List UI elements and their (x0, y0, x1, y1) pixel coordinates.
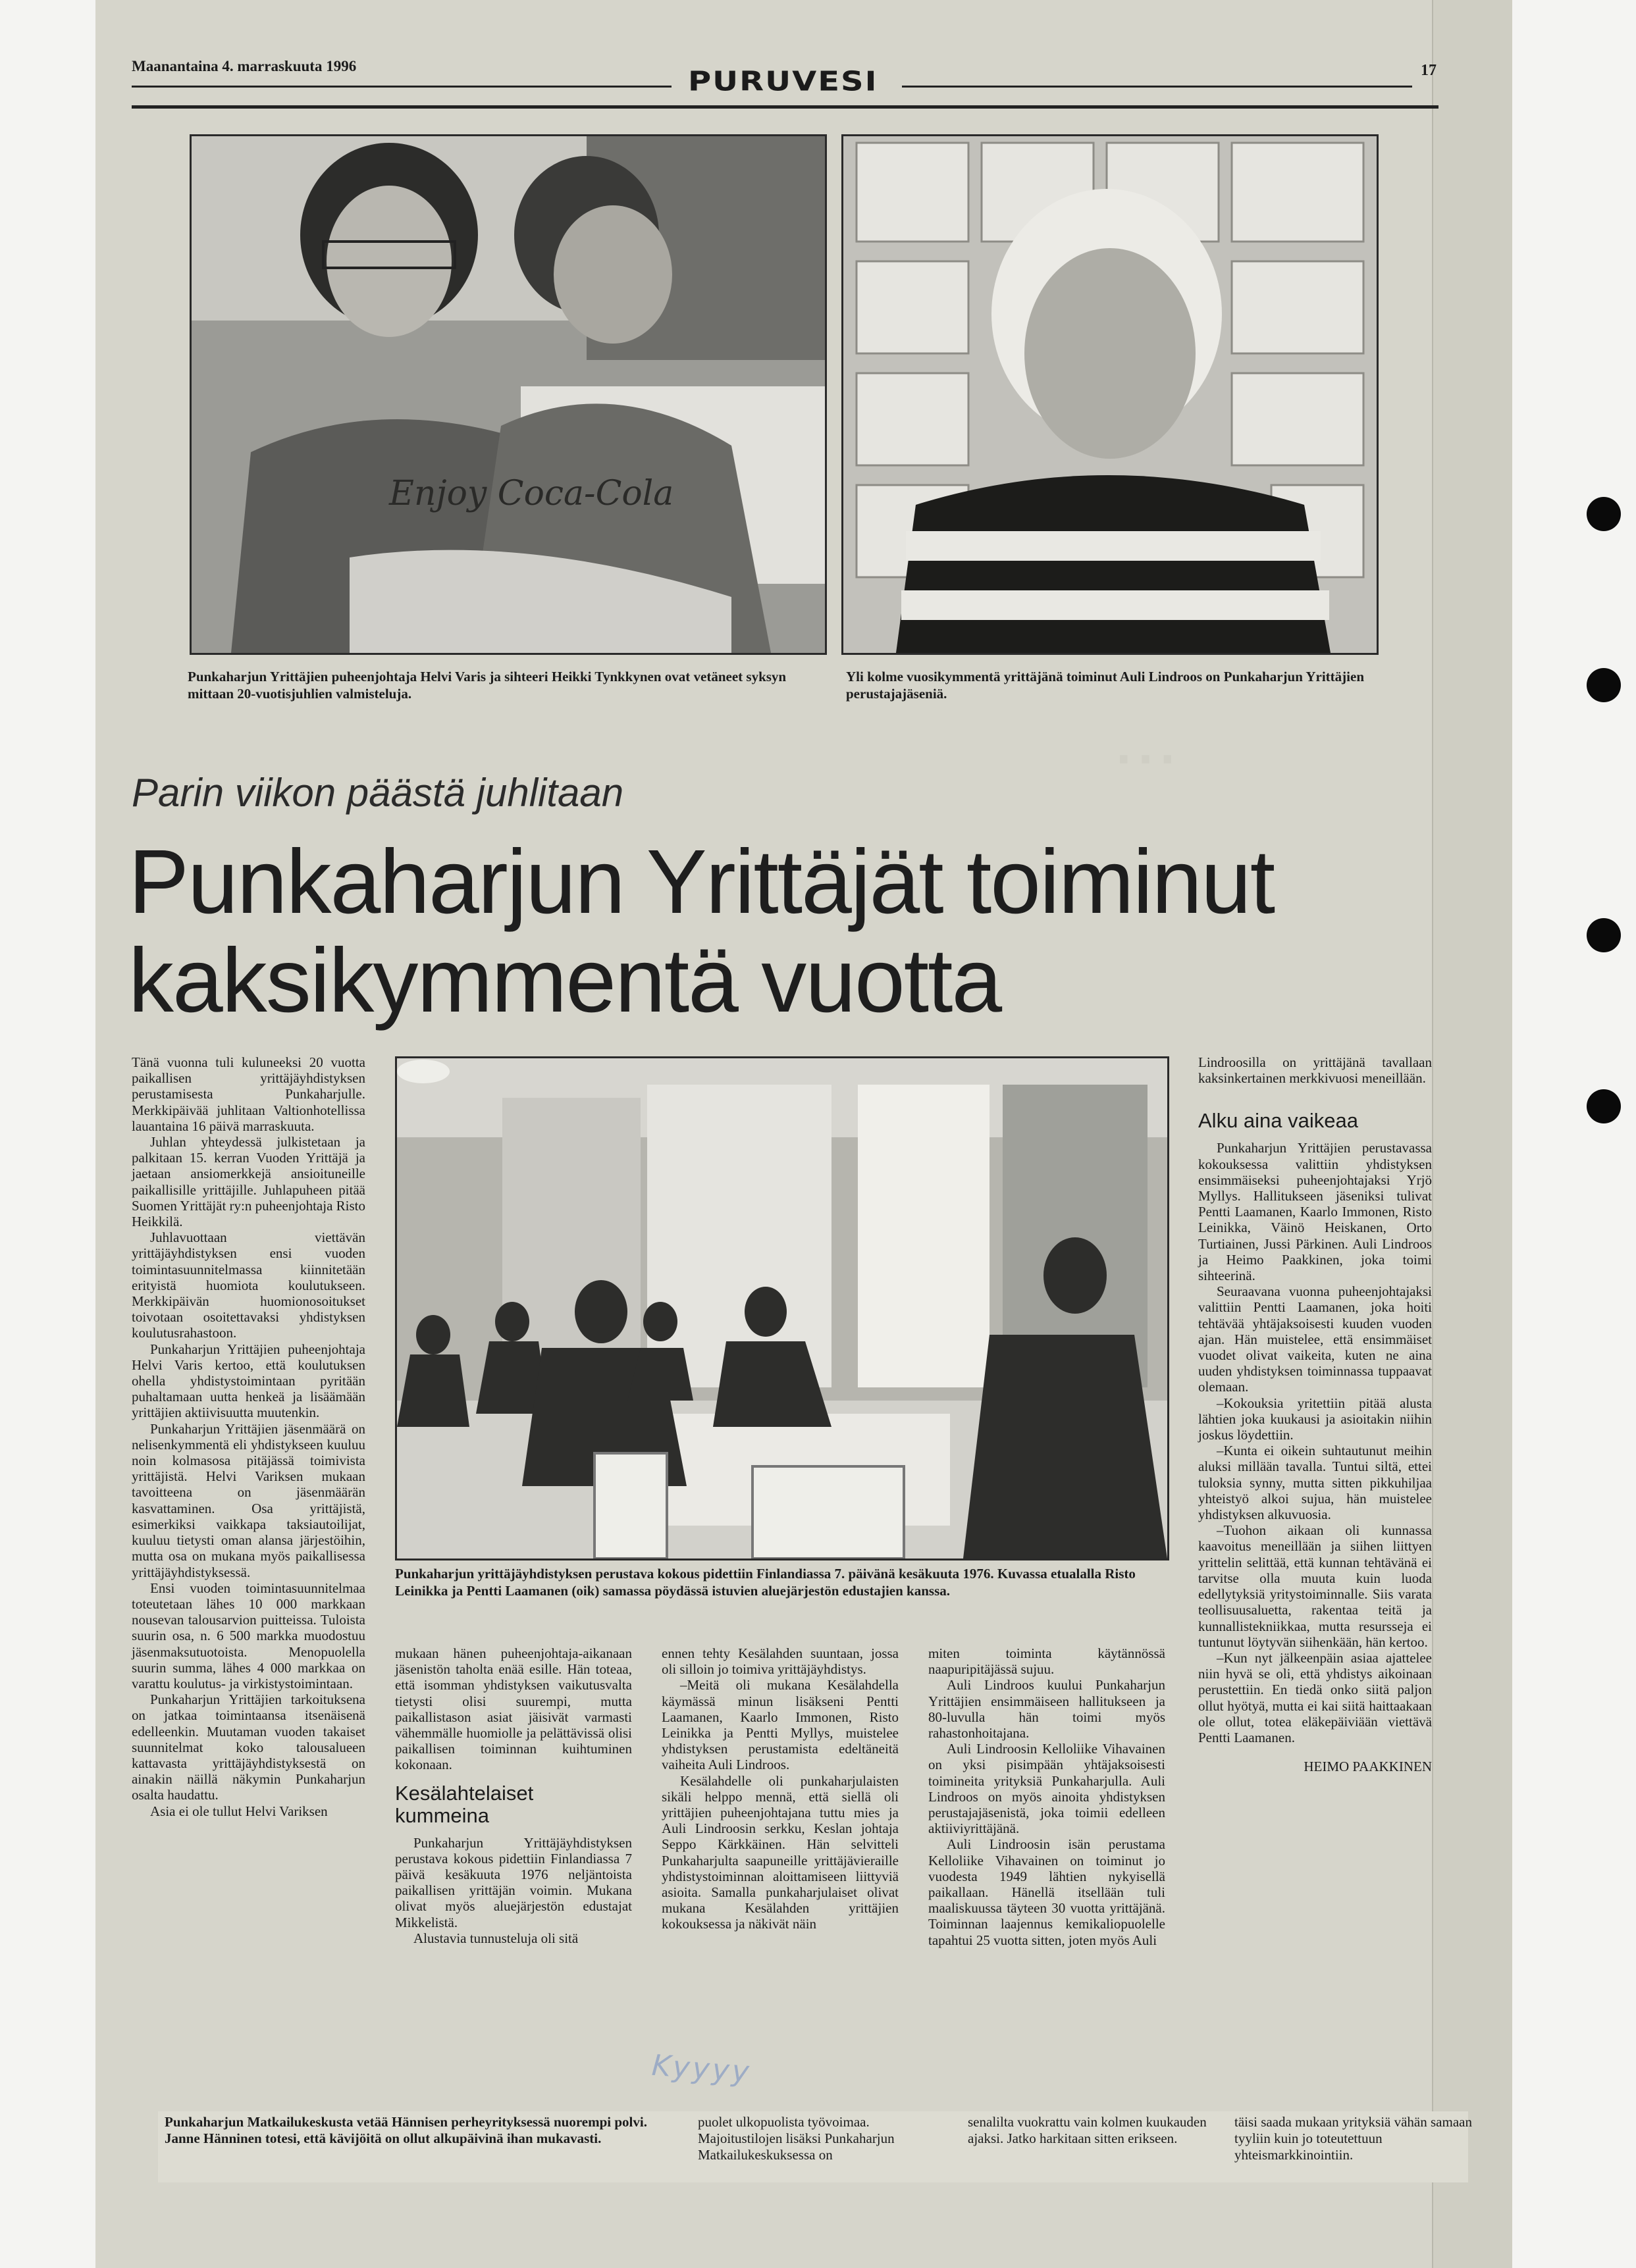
author-signature: HEIMO PAAKKINEN (1304, 1759, 1432, 1775)
paragraph: Auli Lindroosin Kelloliike Vihavainen on yksi pisimpään yhtäjaksoisesti toimineita yrityksiä Punkaharjulla. Auli Lindroos on myös ainoita yhdistyksen perustajajäsenistä, joka toimii edelleen aktiiviyrittäjänä. (928, 1741, 1165, 1837)
paragraph: Ensi vuoden toimintasuunnitelmaa toteutetaan lähes 10 000 markkaan nousevan talousarvion puitteissa. Tuloista suurin osa, n. 6 500 markka muodostuu jäsenmaksutuotoista. Menopuolella suurin summa, lähes 4 000 markkaa on varattu koulutus- ja virkistystoimintaan. (132, 1580, 365, 1691)
paragraph: –Kokouksia yritettiin pitää alusta lähtien joka kuukausi ja asioitakin niihin joskus löydettiin. (1198, 1395, 1432, 1443)
punch-hole (1587, 668, 1621, 702)
paragraph: Punkaharjun Yrittäjien perustavassa kokouksessa valittiin yhdistyksen ensimmäiseksi puheenjohtajaksi Yrjö Myllys. Hallitukseen jäseniksi tulivat Pentti Laamanen, Kaarlo Immonen, Risto Leinikka, Väinö Heiskanen, Orto Turtiainen, Jussi Pärkinen. Auli Lindroos ja Heimo Paakkinen, joka toimi sihteerinä. (1198, 1140, 1432, 1284)
paragraph: Punkaharjun Yrittäjien jäsenmäärä on nelisenkymmentä eli yhdistykseen kuuluu noin kolmasosa pitäjässä toimivista yrittäjistä. Helvi Variksen mukaan tavoitteena on jäsenmäärän kasvattaminen. Osa yrittäjistä, esimerkiksi vaikkapa taksiautoilijat, kuuluu tietysti oman alansa järjestöihin, mutta osa on mukana myös paikallisessa yrittäjäyhdistyksessä. (132, 1420, 365, 1580)
underlying-column-c: täisi saada mukaan yrityksiä vähän samaan tyyliin kuin jo toteutettuun yhteismarkkinointiin. (1234, 2114, 1472, 2163)
punch-hole (1587, 1089, 1621, 1123)
paragraph: –Kunta ei oikein suhtautunut meihin aluksi millään tavalla. Tuntui siltä, ettei tuloksia synny, mutta sitten pikkuhiljaa yhteistyö alkoi sujua, hän muistelee yhdistyksen alkuvuosia. (1198, 1443, 1432, 1523)
article-column-3 (662, 1645, 899, 1932)
photo-caption-meeting: Punkaharjun yrittäjäyhdistyksen perustava kokous pidettiin Finlandiassa 7. päivänä kesäkuuta 1976. Kuvassa etualalla Risto Leinikka ja Pentti Laamanen (oik) samassa pöydässä istuvien aluejärjestön edustajien kanssa. (395, 1566, 1136, 1599)
article-column-4 (928, 1645, 1165, 1948)
photo-chair-and-secretary (190, 134, 827, 655)
paragraph: Seuraavana vuonna puheenjohtajaksi valittiin Pentti Laamanen, joka hoiti tehtävää yhtäjaksoisesti kuuden vuoden ajan. Hän muistelee, että ensimmäiset vuodet olivat vaikeita, kuten ne aina uuden yhdistyksen toiminnassa tuppaavat olemaan. (1198, 1283, 1432, 1395)
paragraph: Punkaharjun Yrittäjien tarkoituksena on jatkaa toimintaansa itsenäisenä edelleenkin. Muutaman vuoden takaiset suunnitelmat koko talousalueen kattavasta yrittäjäyhdistyksestä on ainakin näillä näkymin Punkaharjun osalta haudattu. (132, 1691, 365, 1803)
page-number: 17 (1421, 62, 1437, 79)
paragraph: Auli Lindroosin isän perustama Kelloliike Vihavainen on toiminut jo vuodesta 1949 lähtien nykyisellä paikallaan. Hänellä itsellään tuli maaliskuussa täyteen 30 vuotta yrittäjänä. Toiminnan laajennus kemikaliopuolelle tapahtui 25 vuotta sitten, joten myös Auli (928, 1836, 1165, 1948)
paragraph: Juhlan yhteydessä julkistetaan ja palkitaan 15. kerran Vuoden Yrittäjä ja jaetaan ansiomerkkejä ansioituneille paikallisille yrittäjille. Juhlapuheen pitää Suomen Yrittäjät ry:n puheenjohtaja Risto Heikkilä. (132, 1134, 365, 1230)
paragraph: –Tuohon aikaan oli kunnassa kaavoitus meneillään ja siihen liittyen yrittelin selittää, että kunnan tehtävänä ei tarvitse olla muuta kuin luoda edellytyksiä yritystoiminnalle. Siis varata teollisuusaluetta, rakentaa teitä ja kunnallistekniikkaa, mutta resursseja ei tuntunut löytyvän siihenkään, hän kertoo. (1198, 1522, 1432, 1650)
article-headline: Punkaharjun Yrittäjät toiminut kaksikymmentä vuotta (128, 831, 1275, 1031)
handwritten-note: Kyyyy (650, 2048, 753, 2090)
article-column-1 (132, 1054, 365, 1819)
paragraph: Punkaharjun Yrittäjäyhdistyksen perustava kokous pidettiin Finlandiassa 7 päivä kesäkuuta 1976 neljäntoista paikallisen yrittäjän voimin. Mukana olivat myös aluejärjestön edustajat Mikkelistä. (395, 1834, 632, 1930)
paragraph: –Meitä oli mukana Kesälahdella käymässä minun lisäkseni Pentti Laamanen, Kaarlo Immonen, Risto Leinikka ja Pentti Myllys, muistelee yhdistyksen perustamista edeltäneitä vaiheita Auli Lindroos. (662, 1677, 899, 1773)
article-kicker: Parin viikon päästä juhlitaan (132, 771, 624, 815)
paragraph: Juhlavuottaan viettävän yrittäjäyhdistyksen ensi vuoden toimintasuunnitelmassa kiinnitetään erityistä huomiota koulutukseen. Merkkipäivän huomionosoitukset toivotaan osoitettavaksi yhdistyksen koulutusrahastoon. (132, 1229, 365, 1341)
header-rule-left (132, 86, 672, 88)
masthead: PURUVESI (688, 66, 878, 97)
underlying-page-edge (1432, 0, 1512, 2268)
subheading-alku: Alku aina vaikeaa (1198, 1109, 1358, 1133)
paragraph: miten toiminta käytännössä naapuripitäjässä sujuu. (928, 1645, 1165, 1678)
photo-founding-meeting (395, 1056, 1169, 1560)
paragraph: Alustavia tunnusteluja oli sitä (413, 1930, 579, 1946)
paragraph: Punkaharjun Yrittäjien puheenjohtaja Helvi Varis kertoo, että koulutuksen ohella yhdistystoimintaan pyritään puhaltamaan uutta henkeä ja lisäämään yrittäjien aktiivisuutta muutenkin. (132, 1341, 365, 1421)
photo-caption-right: Yli kolme vuosikymmentä yrittäjänä toiminut Auli Lindroos on Punkaharjun Yrittäjien perustajajäseniä. (846, 669, 1364, 702)
issue-date: Maanantaina 4. marraskuuta 1996 (132, 58, 357, 74)
paragraph: ennen tehty Kesälahden suuntaan, jossa oli silloin jo toimiva yrittäjäyhdistys. (662, 1645, 899, 1678)
underlying-caption: Punkaharjun Matkailukeskusta vetää Hännisen perheyrityksessä nuorempi polvi. Janne Hänninen totesi, että kävijöitä on ollut alkupäivinä ihan mukavasti. (165, 2114, 647, 2146)
paragraph: Kesälahdelle oli punkaharjulaisten sikäli helppo mennä, että siellä oli yrittäjien puheenjohtajana tuttu mies ja Auli Lindroosin serkku, Keslan johtaja Seppo Kärkkäinen. Hän selvitteli Punkaharjulta saapuneille yrittäjävieraille yhdistystoiminnan aloittamiseen liittyviä asioita. Samalla punkaharjulaiset olivat mukana Kesälahden yrittäjien kokouksessa ja näkivät näin (662, 1772, 899, 1932)
underlying-column-b: senalilta vuokrattu vain kolmen kuukauden ajaksi. Jatko harkitaan sitten erikseen. (968, 2114, 1207, 2146)
underlying-column-a: puolet ulkopuolista työvoimaa. Majoitustilojen lisäksi Punkaharjun Matkailukeskuksessa on (698, 2114, 895, 2163)
paragraph: Lindroosilla on yrittäjänä tavallaan kaksinkertainen merkkivuosi meneillään. (1198, 1054, 1432, 1087)
paragraph: Auli Lindroos kuului Punkaharjun Yrittäjien ensimmäiseen hallitukseen ja 80-luvulla hän toimi myös rahastonhoitajana. (928, 1677, 1165, 1741)
article-column-5 (1198, 1054, 1432, 1774)
header-rule-right (902, 86, 1412, 88)
punch-hole (1587, 918, 1621, 952)
shirt-logo: Enjoy Coca-Cola (389, 474, 674, 513)
header-rule-bottom (132, 105, 1438, 109)
punch-hole (1587, 497, 1621, 531)
paragraph: –Kun nyt jälkeenpäin asiaa ajattelee niin hyvä se oli, että yhdistys aikoinaan perustettiin. En tiedä onko siitä paljon ollut hyötyä, mutta ei kai siitä haittaakaan ole ollut, totea eläkepäiviään viettävä Pentti Laamanen. (1198, 1649, 1432, 1745)
paragraph: Tänä vuonna tuli kuluneeksi 20 vuotta paikallisen yrittäjäyhdistyksen perustamisesta Punkaharjulle. Merkkipäivää juhlitaan Valtionhotellissa lauantaina 16 päivä marraskuuta. (132, 1054, 365, 1134)
photo-auli-lindroos (841, 134, 1379, 655)
photo-caption-left: Punkaharjun Yrittäjien puheenjohtaja Helvi Varis ja sihteeri Heikki Tynkkynen ovat vetäneet syksyn mittaan 20-vuotisjuhlien valmisteluja. (188, 669, 787, 702)
paragraph: mukaan hänen puheenjohtaja-aikanaan jäsenistön taholta enää esille. Hän toteaa, että isomman yhdistyksen vaikutusvalta tietysti olisi suurempi, mutta paikallistason asiat jäisivät varmasti vähemmälle huomiolle ja pelättävissä olisi paikallisen toiminnan kuihtuminen kokonaan. (395, 1645, 632, 1773)
paragraph: Asia ei ole tullut Helvi Variksen (150, 1803, 328, 1819)
article-column-2 (395, 1645, 632, 1946)
bleed-through: ... (1113, 692, 1179, 781)
subheading-kesalahti: Kesälahtelaiset kummeina (395, 1781, 534, 1827)
